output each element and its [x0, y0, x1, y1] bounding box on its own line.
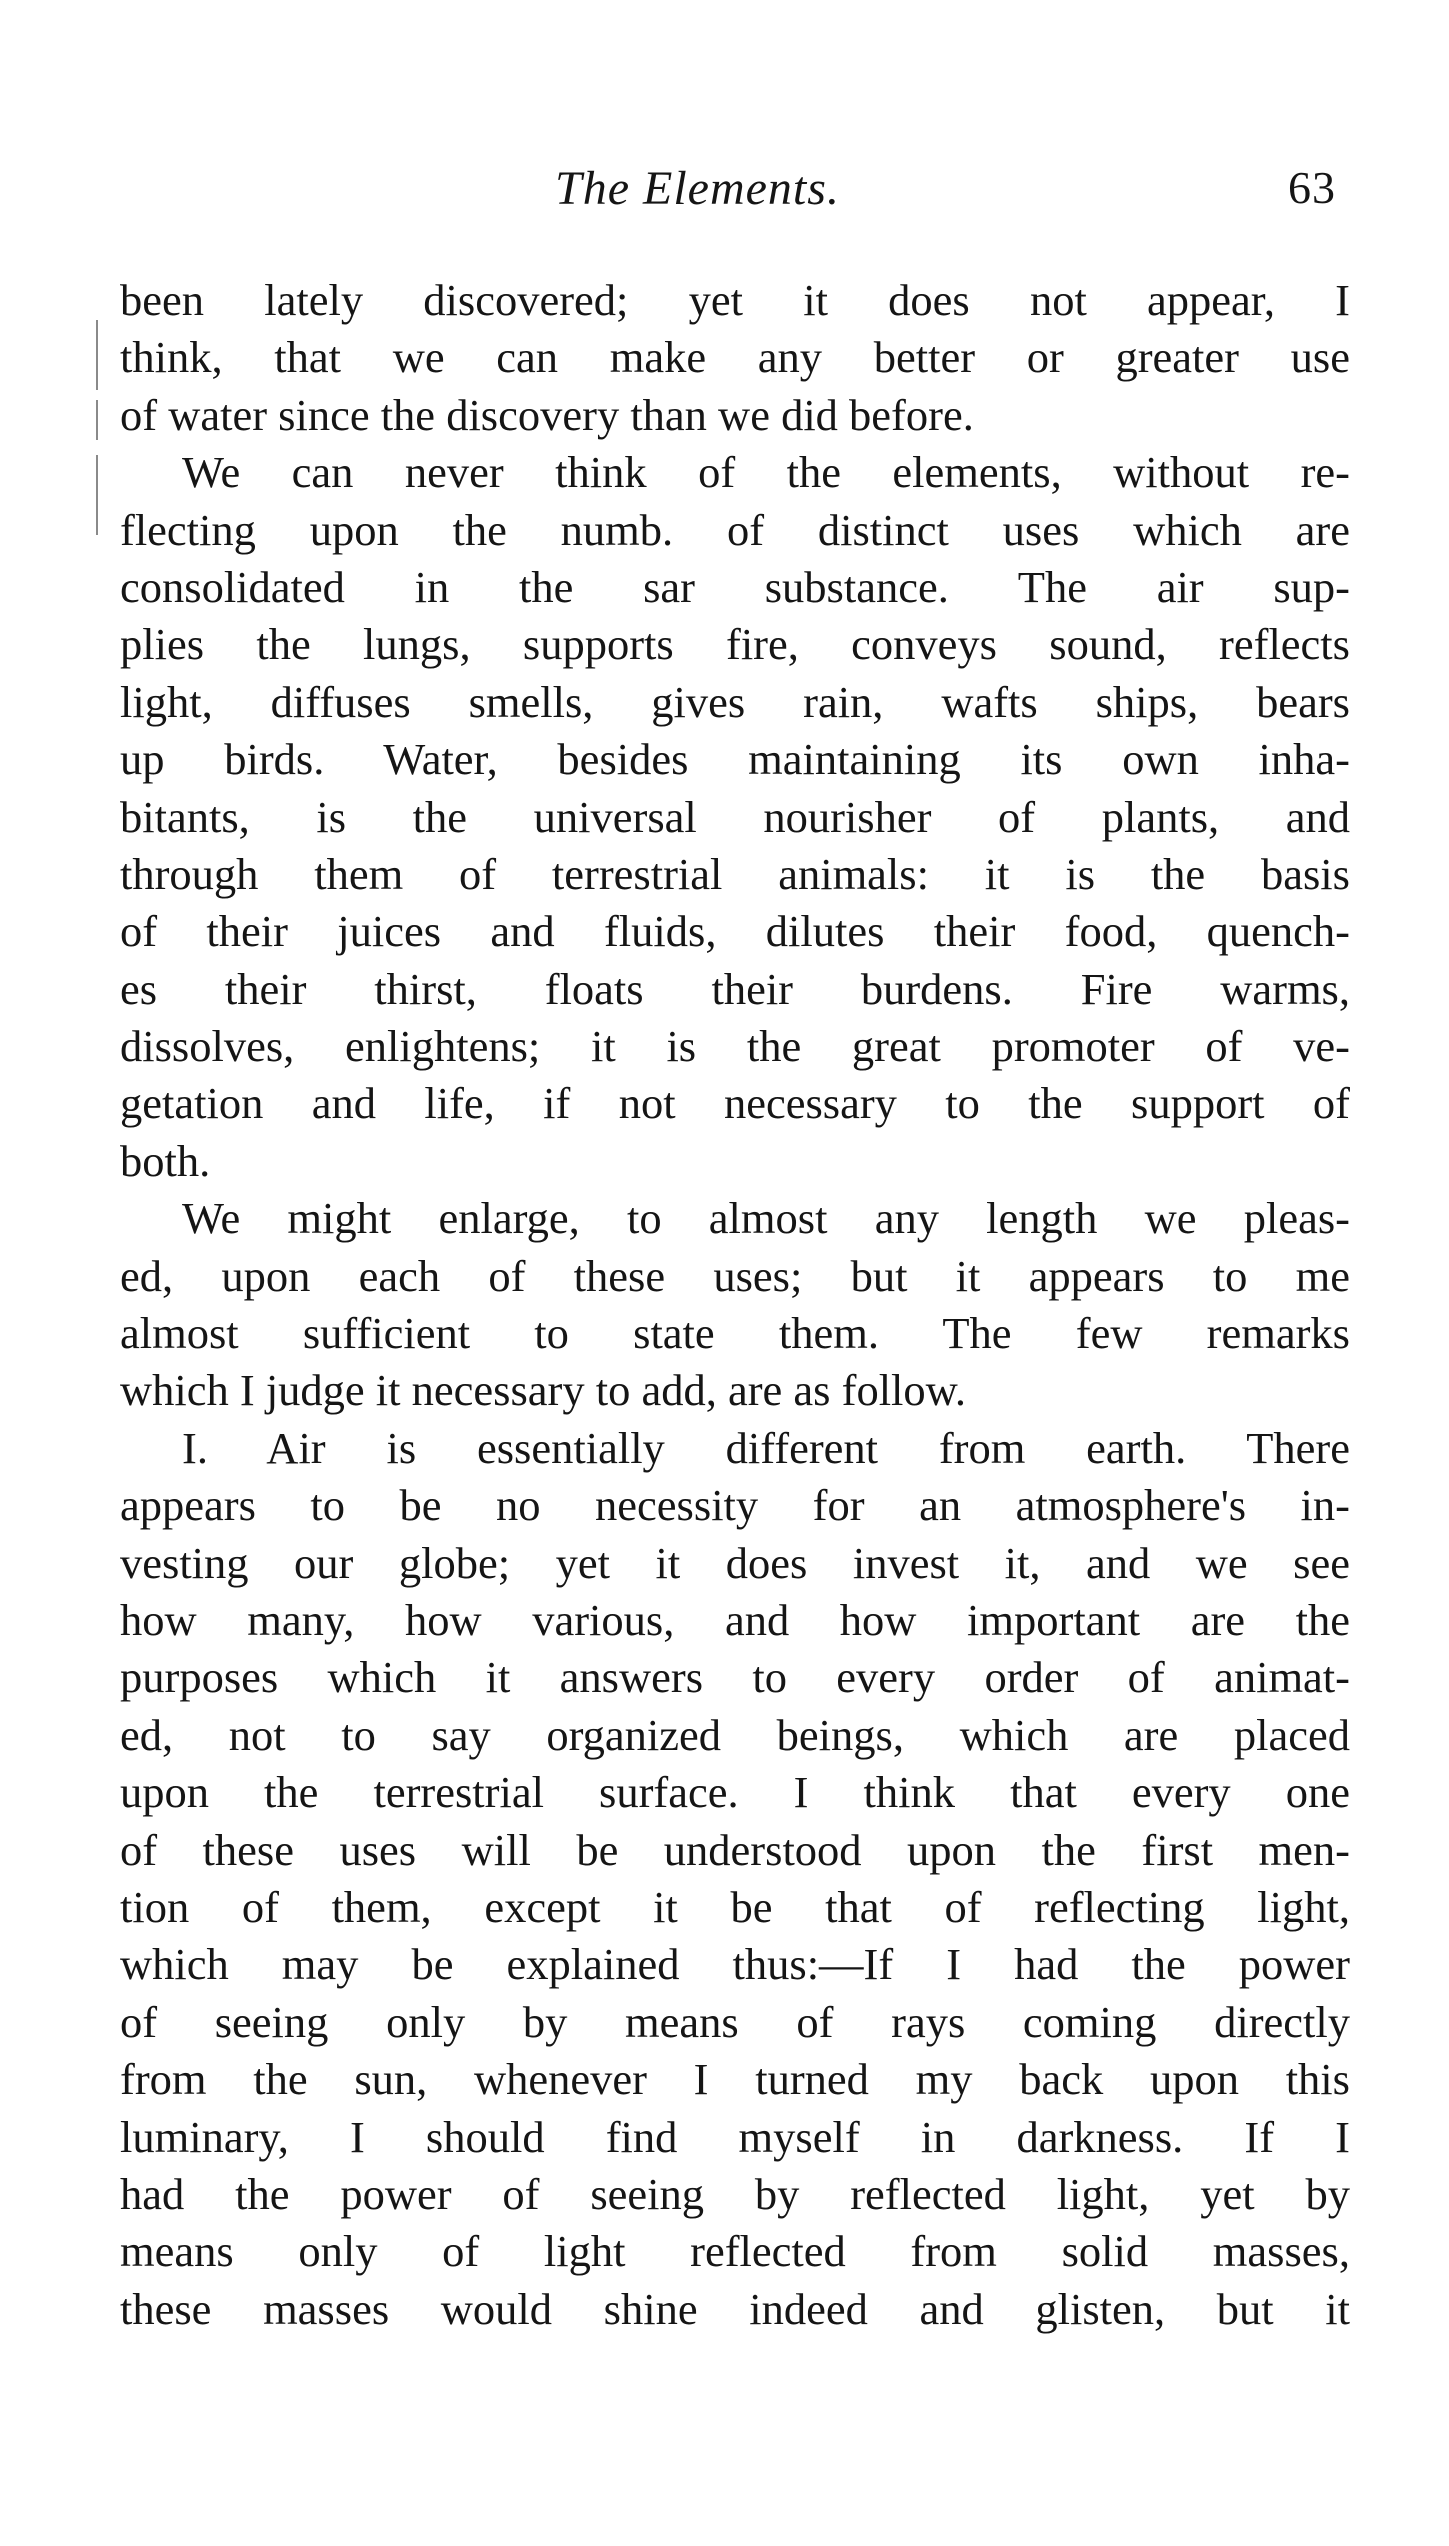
paragraph-1 — [120, 272, 1350, 444]
text-line: flecting upon the numb. of distinct uses which are — [120, 504, 1350, 555]
text-line: had the power of seeing by reflected light, yet by — [120, 2168, 1350, 2219]
running-head — [0, 162, 1449, 225]
text-line: of seeing only by means of rays coming directly — [120, 1996, 1350, 2047]
text-line: vesting our globe; yet it does invest it, and we see — [120, 1537, 1350, 1588]
text-line: tion of them, except it be that of reflecting light, — [120, 1881, 1350, 1932]
margin-rule-mark — [96, 320, 98, 390]
text-line: from the sun, whenever I turned my back upon this — [120, 2054, 1350, 2105]
text-line: of these uses will be understood upon the first men- — [120, 1824, 1350, 1875]
text-line: of their juices and fluids, dilutes their food, quench- — [120, 906, 1350, 957]
text-line: ed, upon each of these uses; but it appears to me — [120, 1250, 1350, 1301]
text-line: es their thirst, floats their burdens. Fire warms, — [120, 963, 1350, 1014]
body-text — [120, 272, 1350, 2338]
text-line: which I judge it necessary to add, are as follow. — [120, 1365, 967, 1416]
text-line: plies the lungs, supports fire, conveys sound, reflects — [120, 619, 1350, 670]
running-title: The Elements. — [555, 162, 840, 215]
text-line: We can never think of the elements, without re- — [182, 447, 1350, 498]
text-line: almost sufficient to state them. The few remarks — [120, 1308, 1350, 1359]
text-line: getation and life, if not necessary to the support of — [120, 1078, 1350, 1129]
text-line: of water since the discovery than we did before. — [120, 389, 974, 440]
paragraph-4 — [120, 1420, 1350, 2338]
text-line: We might enlarge, to almost any length we pleas- — [182, 1193, 1350, 1244]
text-line: which may be explained thus:—If I had the power — [120, 1939, 1350, 1990]
text-line: upon the terrestrial surface. I think that every one — [120, 1767, 1350, 1818]
text-line: up birds. Water, besides maintaining its own inha- — [120, 734, 1350, 785]
paragraph-3 — [120, 1190, 1350, 1420]
text-line: think, that we can make any better or greater use — [120, 332, 1350, 383]
text-line: consolidated in the sar substance. The air sup- — [120, 561, 1350, 612]
text-line: ed, not to say organized beings, which are placed — [120, 1709, 1350, 1760]
text-line: luminary, I should find myself in darkness. If I — [120, 2111, 1350, 2162]
text-line: through them of terrestrial animals: it is the basis — [120, 848, 1350, 899]
page-number: 63 — [1288, 162, 1336, 213]
text-line: light, diffuses smells, gives rain, wafts ships, bears — [120, 676, 1350, 727]
text-line: dissolves, enlightens; it is the great promoter of ve- — [120, 1021, 1350, 1072]
text-line: bitants, is the universal nourisher of plants, and — [120, 791, 1350, 842]
text-line: appears to be no necessity for an atmosphere's in- — [120, 1480, 1350, 1531]
text-line: means only of light reflected from solid masses, — [120, 2226, 1350, 2277]
text-line: how many, how various, and how important are the — [120, 1594, 1350, 1645]
text-line: been lately discovered; yet it does not appear, I — [120, 275, 1350, 325]
paragraph-2 — [120, 444, 1350, 1190]
margin-rule-mark — [96, 455, 98, 535]
margin-rule-mark — [96, 400, 98, 440]
text-line: both. — [120, 1135, 211, 1186]
text-line: these masses would shine indeed and glisten, but it — [120, 2283, 1350, 2334]
text-line: purposes which it answers to every order of animat- — [120, 1652, 1350, 1703]
text-line: I. Air is essentially different from earth. There — [182, 1422, 1350, 1473]
